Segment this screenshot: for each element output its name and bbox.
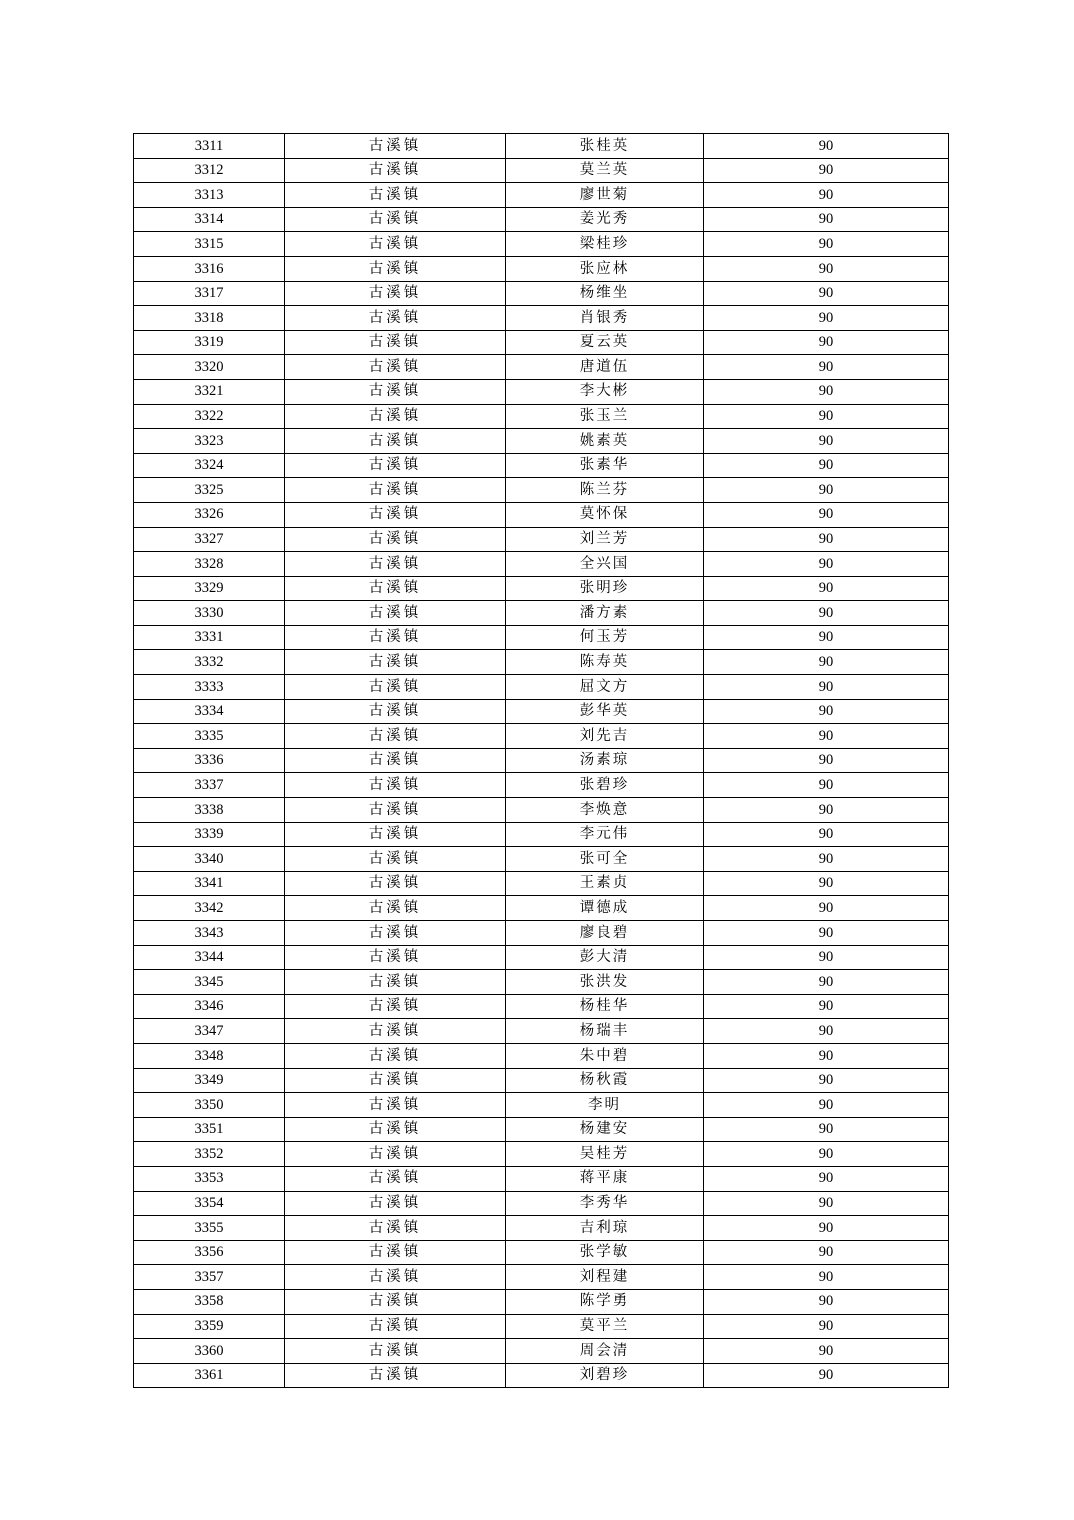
cell-score: 90 xyxy=(704,1019,949,1044)
table-row xyxy=(134,256,949,281)
cell-name: 梁桂珍 xyxy=(506,232,704,257)
cell-serial: 3345 xyxy=(134,970,285,995)
table-row xyxy=(134,748,949,773)
table-row xyxy=(134,1117,949,1142)
cell-name: 陈兰芬 xyxy=(506,478,704,503)
table-row xyxy=(134,601,949,626)
cell-name: 汤素琼 xyxy=(506,748,704,773)
cell-score: 90 xyxy=(704,699,949,724)
table-row xyxy=(134,576,949,601)
cell-name: 杨桂华 xyxy=(506,994,704,1019)
cell-serial: 3340 xyxy=(134,847,285,872)
cell-score: 90 xyxy=(704,158,949,183)
table-row xyxy=(134,478,949,503)
cell-town: 古溪镇 xyxy=(285,921,506,946)
cell-serial: 3318 xyxy=(134,306,285,331)
table-row xyxy=(134,1216,949,1241)
table-row xyxy=(134,306,949,331)
cell-serial: 3343 xyxy=(134,921,285,946)
cell-town: 古溪镇 xyxy=(285,183,506,208)
cell-name: 吉利琼 xyxy=(506,1216,704,1241)
table-row xyxy=(134,355,949,380)
cell-town: 古溪镇 xyxy=(285,601,506,626)
cell-name: 姚素英 xyxy=(506,429,704,454)
cell-name: 莫兰英 xyxy=(506,158,704,183)
table-row xyxy=(134,724,949,749)
cell-score: 90 xyxy=(704,847,949,872)
cell-town: 古溪镇 xyxy=(285,625,506,650)
cell-serial: 3332 xyxy=(134,650,285,675)
cell-town: 古溪镇 xyxy=(285,306,506,331)
cell-town: 古溪镇 xyxy=(285,1191,506,1216)
table-row xyxy=(134,871,949,896)
cell-score: 90 xyxy=(704,453,949,478)
cell-serial: 3320 xyxy=(134,355,285,380)
cell-serial: 3352 xyxy=(134,1142,285,1167)
cell-score: 90 xyxy=(704,1191,949,1216)
cell-serial: 3321 xyxy=(134,379,285,404)
cell-score: 90 xyxy=(704,379,949,404)
cell-serial: 3325 xyxy=(134,478,285,503)
cell-town: 古溪镇 xyxy=(285,970,506,995)
cell-name: 廖世菊 xyxy=(506,183,704,208)
cell-serial: 3317 xyxy=(134,281,285,306)
cell-score: 90 xyxy=(704,1043,949,1068)
cell-score: 90 xyxy=(704,478,949,503)
cell-name: 陈学勇 xyxy=(506,1289,704,1314)
cell-name: 周会清 xyxy=(506,1339,704,1364)
cell-score: 90 xyxy=(704,1142,949,1167)
cell-serial: 3344 xyxy=(134,945,285,970)
table-row xyxy=(134,1043,949,1068)
cell-serial: 3339 xyxy=(134,822,285,847)
cell-name: 张学敏 xyxy=(506,1240,704,1265)
table-row xyxy=(134,847,949,872)
table-row xyxy=(134,183,949,208)
table-row xyxy=(134,970,949,995)
cell-serial: 3358 xyxy=(134,1289,285,1314)
table-row xyxy=(134,1142,949,1167)
cell-name: 刘碧珍 xyxy=(506,1363,704,1388)
cell-name: 姜光秀 xyxy=(506,207,704,232)
cell-name: 张明珍 xyxy=(506,576,704,601)
cell-town: 古溪镇 xyxy=(285,1216,506,1241)
table-row xyxy=(134,379,949,404)
cell-score: 90 xyxy=(704,724,949,749)
cell-serial: 3342 xyxy=(134,896,285,921)
cell-serial: 3334 xyxy=(134,699,285,724)
cell-town: 古溪镇 xyxy=(285,478,506,503)
cell-name: 何玉芳 xyxy=(506,625,704,650)
cell-name: 张碧珍 xyxy=(506,773,704,798)
roster-table xyxy=(133,133,949,1388)
cell-score: 90 xyxy=(704,921,949,946)
table-row xyxy=(134,1166,949,1191)
cell-name: 谭德成 xyxy=(506,896,704,921)
cell-town: 古溪镇 xyxy=(285,896,506,921)
cell-name: 张桂英 xyxy=(506,134,704,159)
cell-town: 古溪镇 xyxy=(285,404,506,429)
cell-serial: 3328 xyxy=(134,552,285,577)
cell-serial: 3346 xyxy=(134,994,285,1019)
cell-town: 古溪镇 xyxy=(285,798,506,823)
cell-score: 90 xyxy=(704,576,949,601)
cell-town: 古溪镇 xyxy=(285,650,506,675)
cell-serial: 3355 xyxy=(134,1216,285,1241)
cell-score: 90 xyxy=(704,871,949,896)
cell-name: 刘程建 xyxy=(506,1265,704,1290)
cell-name: 肖银秀 xyxy=(506,306,704,331)
cell-serial: 3338 xyxy=(134,798,285,823)
table-row xyxy=(134,207,949,232)
table-row xyxy=(134,232,949,257)
cell-town: 古溪镇 xyxy=(285,822,506,847)
cell-score: 90 xyxy=(704,330,949,355)
cell-score: 90 xyxy=(704,1289,949,1314)
cell-score: 90 xyxy=(704,1166,949,1191)
cell-name: 刘先吉 xyxy=(506,724,704,749)
table-row xyxy=(134,994,949,1019)
cell-score: 90 xyxy=(704,798,949,823)
cell-town: 古溪镇 xyxy=(285,675,506,700)
cell-serial: 3350 xyxy=(134,1093,285,1118)
cell-score: 90 xyxy=(704,675,949,700)
cell-name: 王素贞 xyxy=(506,871,704,896)
cell-name: 陈寿英 xyxy=(506,650,704,675)
cell-town: 古溪镇 xyxy=(285,552,506,577)
cell-score: 90 xyxy=(704,1363,949,1388)
table-row xyxy=(134,1093,949,1118)
cell-town: 古溪镇 xyxy=(285,1043,506,1068)
cell-score: 90 xyxy=(704,601,949,626)
cell-serial: 3336 xyxy=(134,748,285,773)
cell-town: 古溪镇 xyxy=(285,994,506,1019)
cell-score: 90 xyxy=(704,502,949,527)
cell-serial: 3356 xyxy=(134,1240,285,1265)
cell-name: 全兴国 xyxy=(506,552,704,577)
cell-serial: 3329 xyxy=(134,576,285,601)
cell-name: 李元伟 xyxy=(506,822,704,847)
cell-town: 古溪镇 xyxy=(285,527,506,552)
cell-town: 古溪镇 xyxy=(285,330,506,355)
cell-serial: 3333 xyxy=(134,675,285,700)
cell-serial: 3314 xyxy=(134,207,285,232)
cell-name: 彭大清 xyxy=(506,945,704,970)
cell-serial: 3347 xyxy=(134,1019,285,1044)
cell-score: 90 xyxy=(704,527,949,552)
cell-serial: 3330 xyxy=(134,601,285,626)
cell-town: 古溪镇 xyxy=(285,207,506,232)
cell-serial: 3354 xyxy=(134,1191,285,1216)
cell-town: 古溪镇 xyxy=(285,232,506,257)
cell-serial: 3322 xyxy=(134,404,285,429)
cell-name: 唐道伍 xyxy=(506,355,704,380)
table-row xyxy=(134,552,949,577)
cell-score: 90 xyxy=(704,134,949,159)
table-row xyxy=(134,675,949,700)
cell-score: 90 xyxy=(704,1093,949,1118)
cell-serial: 3311 xyxy=(134,134,285,159)
table-row xyxy=(134,773,949,798)
cell-town: 古溪镇 xyxy=(285,158,506,183)
cell-town: 古溪镇 xyxy=(285,699,506,724)
cell-name: 莫怀保 xyxy=(506,502,704,527)
cell-name: 杨秋霞 xyxy=(506,1068,704,1093)
table-row xyxy=(134,330,949,355)
cell-town: 古溪镇 xyxy=(285,502,506,527)
cell-serial: 3359 xyxy=(134,1314,285,1339)
cell-town: 古溪镇 xyxy=(285,1265,506,1290)
table-row xyxy=(134,822,949,847)
cell-name: 蒋平康 xyxy=(506,1166,704,1191)
cell-score: 90 xyxy=(704,183,949,208)
table-row xyxy=(134,1314,949,1339)
cell-name: 莫平兰 xyxy=(506,1314,704,1339)
cell-serial: 3312 xyxy=(134,158,285,183)
cell-name: 彭华英 xyxy=(506,699,704,724)
cell-town: 古溪镇 xyxy=(285,1240,506,1265)
cell-name: 张素华 xyxy=(506,453,704,478)
cell-serial: 3348 xyxy=(134,1043,285,1068)
table-row xyxy=(134,896,949,921)
cell-score: 90 xyxy=(704,970,949,995)
table-row xyxy=(134,502,949,527)
cell-serial: 3316 xyxy=(134,256,285,281)
cell-score: 90 xyxy=(704,650,949,675)
cell-serial: 3326 xyxy=(134,502,285,527)
cell-score: 90 xyxy=(704,1314,949,1339)
cell-town: 古溪镇 xyxy=(285,134,506,159)
cell-serial: 3331 xyxy=(134,625,285,650)
cell-serial: 3360 xyxy=(134,1339,285,1364)
cell-name: 潘方素 xyxy=(506,601,704,626)
cell-town: 古溪镇 xyxy=(285,429,506,454)
table-row xyxy=(134,1363,949,1388)
cell-serial: 3351 xyxy=(134,1117,285,1142)
cell-score: 90 xyxy=(704,355,949,380)
cell-score: 90 xyxy=(704,404,949,429)
cell-score: 90 xyxy=(704,945,949,970)
cell-serial: 3335 xyxy=(134,724,285,749)
table-row xyxy=(134,945,949,970)
table-row xyxy=(134,1265,949,1290)
table-row xyxy=(134,1019,949,1044)
cell-town: 古溪镇 xyxy=(285,1093,506,1118)
table-row xyxy=(134,650,949,675)
cell-name: 李秀华 xyxy=(506,1191,704,1216)
cell-score: 90 xyxy=(704,1216,949,1241)
cell-name: 张洪发 xyxy=(506,970,704,995)
cell-serial: 3313 xyxy=(134,183,285,208)
cell-score: 90 xyxy=(704,822,949,847)
cell-name: 李明 xyxy=(506,1093,704,1118)
cell-town: 古溪镇 xyxy=(285,1289,506,1314)
cell-town: 古溪镇 xyxy=(285,1068,506,1093)
table-row xyxy=(134,798,949,823)
cell-town: 古溪镇 xyxy=(285,1339,506,1364)
cell-name: 刘兰芳 xyxy=(506,527,704,552)
cell-town: 古溪镇 xyxy=(285,281,506,306)
cell-town: 古溪镇 xyxy=(285,256,506,281)
cell-town: 古溪镇 xyxy=(285,1166,506,1191)
cell-name: 杨维坐 xyxy=(506,281,704,306)
cell-town: 古溪镇 xyxy=(285,871,506,896)
cell-score: 90 xyxy=(704,306,949,331)
cell-town: 古溪镇 xyxy=(285,379,506,404)
cell-serial: 3315 xyxy=(134,232,285,257)
cell-town: 古溪镇 xyxy=(285,773,506,798)
table-row xyxy=(134,134,949,159)
cell-town: 古溪镇 xyxy=(285,576,506,601)
cell-town: 古溪镇 xyxy=(285,453,506,478)
table-row xyxy=(134,527,949,552)
cell-serial: 3327 xyxy=(134,527,285,552)
cell-score: 90 xyxy=(704,773,949,798)
cell-score: 90 xyxy=(704,552,949,577)
cell-name: 李焕意 xyxy=(506,798,704,823)
cell-score: 90 xyxy=(704,625,949,650)
cell-serial: 3361 xyxy=(134,1363,285,1388)
cell-serial: 3324 xyxy=(134,453,285,478)
cell-town: 古溪镇 xyxy=(285,1314,506,1339)
table-row xyxy=(134,1289,949,1314)
cell-score: 90 xyxy=(704,1240,949,1265)
cell-serial: 3341 xyxy=(134,871,285,896)
table-row xyxy=(134,158,949,183)
cell-score: 90 xyxy=(704,429,949,454)
cell-town: 古溪镇 xyxy=(285,847,506,872)
cell-name: 杨瑞丰 xyxy=(506,1019,704,1044)
table-row xyxy=(134,1339,949,1364)
roster-table-body xyxy=(134,134,949,1388)
cell-town: 古溪镇 xyxy=(285,355,506,380)
cell-serial: 3319 xyxy=(134,330,285,355)
table-row xyxy=(134,281,949,306)
cell-name: 张可全 xyxy=(506,847,704,872)
cell-name: 李大彬 xyxy=(506,379,704,404)
table-row xyxy=(134,921,949,946)
table-row xyxy=(134,625,949,650)
cell-name: 夏云英 xyxy=(506,330,704,355)
cell-score: 90 xyxy=(704,994,949,1019)
cell-town: 古溪镇 xyxy=(285,945,506,970)
cell-name: 张玉兰 xyxy=(506,404,704,429)
cell-score: 90 xyxy=(704,232,949,257)
cell-town: 古溪镇 xyxy=(285,1019,506,1044)
table-row xyxy=(134,1191,949,1216)
cell-score: 90 xyxy=(704,1265,949,1290)
cell-town: 古溪镇 xyxy=(285,1363,506,1388)
table-row xyxy=(134,699,949,724)
cell-name: 屈文方 xyxy=(506,675,704,700)
cell-score: 90 xyxy=(704,281,949,306)
cell-score: 90 xyxy=(704,896,949,921)
table-row xyxy=(134,1240,949,1265)
cell-town: 古溪镇 xyxy=(285,724,506,749)
cell-score: 90 xyxy=(704,207,949,232)
cell-score: 90 xyxy=(704,1117,949,1142)
table-row xyxy=(134,404,949,429)
cell-town: 古溪镇 xyxy=(285,1142,506,1167)
cell-serial: 3353 xyxy=(134,1166,285,1191)
cell-name: 朱中碧 xyxy=(506,1043,704,1068)
cell-serial: 3349 xyxy=(134,1068,285,1093)
table-row xyxy=(134,1068,949,1093)
cell-town: 古溪镇 xyxy=(285,1117,506,1142)
table-row xyxy=(134,453,949,478)
cell-score: 90 xyxy=(704,748,949,773)
cell-name: 廖良碧 xyxy=(506,921,704,946)
cell-serial: 3323 xyxy=(134,429,285,454)
cell-name: 杨建安 xyxy=(506,1117,704,1142)
cell-score: 90 xyxy=(704,256,949,281)
cell-score: 90 xyxy=(704,1068,949,1093)
table-row xyxy=(134,429,949,454)
cell-serial: 3337 xyxy=(134,773,285,798)
cell-score: 90 xyxy=(704,1339,949,1364)
cell-town: 古溪镇 xyxy=(285,748,506,773)
cell-name: 吴桂芳 xyxy=(506,1142,704,1167)
cell-name: 张应林 xyxy=(506,256,704,281)
cell-serial: 3357 xyxy=(134,1265,285,1290)
